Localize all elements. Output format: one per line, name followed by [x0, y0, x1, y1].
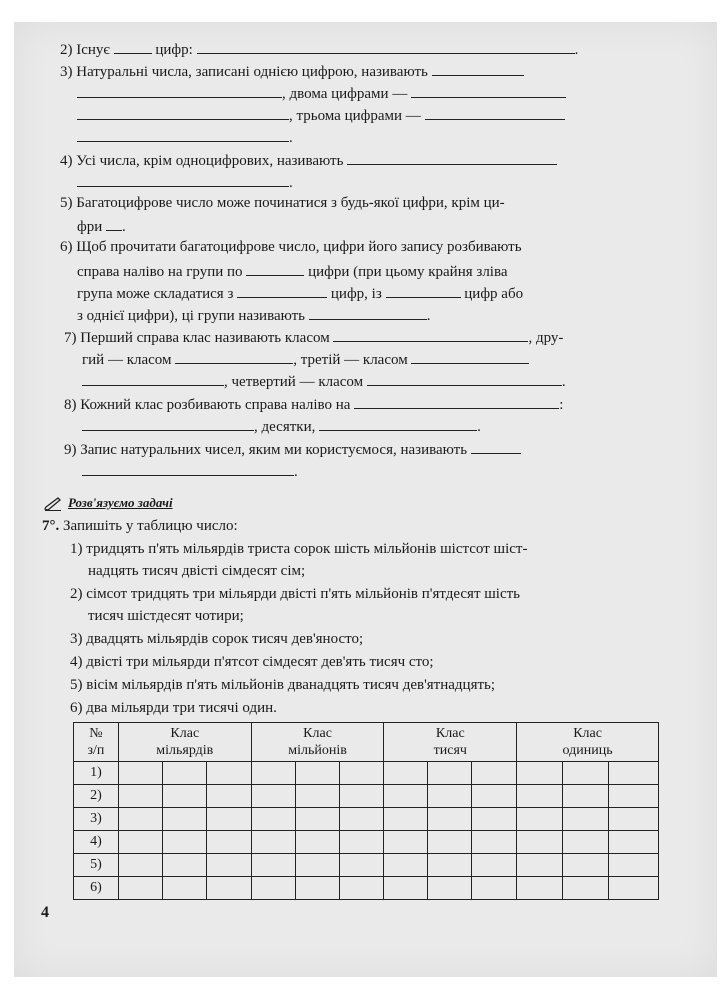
table-cell[interactable] — [251, 854, 295, 877]
item-6-text-d: група може складатися з — [77, 286, 234, 302]
table-cell[interactable] — [428, 877, 472, 900]
table-row — [74, 854, 659, 877]
item-4-text: 4) Усі числа, крім одноцифрових, називають — [60, 153, 344, 169]
table-row — [74, 762, 659, 785]
header-number-line-2: з/п — [87, 743, 105, 758]
item-3-line-4 — [77, 127, 293, 147]
blank[interactable] — [411, 83, 566, 98]
item-7-text-c: гий — класом — [82, 352, 172, 368]
table-cell[interactable] — [608, 877, 658, 900]
table-cell[interactable] — [295, 808, 339, 831]
blank[interactable] — [432, 61, 524, 76]
blank[interactable] — [237, 283, 327, 298]
item-5-line-2 — [77, 216, 126, 236]
item-6-text-a: 6) Щоб прочитати багатоцифрове число, цифри його запису розбивають — [60, 239, 522, 255]
table-cell[interactable] — [563, 762, 609, 785]
table-cell[interactable] — [118, 854, 162, 877]
row-label: 1) — [74, 762, 119, 785]
table-cell[interactable] — [339, 762, 384, 785]
table-cell[interactable] — [428, 854, 472, 877]
table-cell[interactable] — [608, 808, 658, 831]
item-3-text-b: , двома цифрами — — [282, 86, 408, 102]
table-cell[interactable] — [162, 762, 206, 785]
item-6-line-4 — [77, 305, 431, 325]
blank[interactable] — [425, 105, 565, 120]
blank[interactable] — [82, 461, 294, 476]
row-label: 4) — [74, 831, 119, 854]
blank[interactable] — [77, 172, 289, 187]
table-cell[interactable] — [118, 808, 162, 831]
table-cell[interactable] — [162, 785, 206, 808]
item-8-end: . — [477, 419, 481, 435]
task-subitem: 1) тридцять п'ять мільярдів триста сорок шість мільйонів шістсот шіст- — [70, 541, 528, 557]
blank[interactable] — [471, 439, 521, 454]
table-cell[interactable] — [206, 808, 251, 831]
item-4-line-2 — [77, 172, 293, 192]
blank[interactable] — [367, 371, 562, 386]
item-2 — [60, 39, 578, 59]
item-6-end: . — [426, 308, 431, 324]
header-line: мільярдів — [156, 743, 214, 758]
table-cell[interactable] — [472, 785, 517, 808]
table-cell[interactable] — [206, 785, 251, 808]
table-cell[interactable] — [563, 854, 609, 877]
blank[interactable] — [411, 349, 529, 364]
item-9-line-1 — [64, 439, 521, 459]
table-cell[interactable] — [384, 831, 428, 854]
item-4-end: . — [289, 175, 293, 191]
table-cell[interactable] — [206, 762, 251, 785]
table-cell[interactable] — [428, 808, 472, 831]
table-cell[interactable] — [472, 808, 517, 831]
item-3-text-c: , трьома цифрами — — [289, 108, 421, 124]
header-number — [74, 723, 119, 762]
item-7-text-a: 7) Перший справа клас називають класом — [64, 330, 330, 346]
table-cell[interactable] — [428, 785, 472, 808]
header-thousands — [384, 723, 517, 762]
task-subitem: 4) двісті три мільярди п'ятсот сімдесят дев'ять тисяч сто; — [70, 654, 434, 670]
blank[interactable] — [77, 105, 289, 120]
item-7-end: . — [561, 374, 566, 390]
table-cell[interactable] — [118, 831, 162, 854]
item-2-text-a: 2) Існує — [60, 42, 110, 58]
table-cell[interactable] — [295, 854, 339, 877]
item-7-text-b: , дру- — [528, 330, 564, 346]
item-6-text-c: цифри (при цьому крайня зліва — [308, 264, 508, 280]
header-line: тисяч — [433, 743, 467, 758]
item-2-end: . — [574, 42, 579, 58]
table-cell[interactable] — [517, 762, 563, 785]
table-cell[interactable] — [517, 877, 563, 900]
blank[interactable] — [82, 416, 254, 431]
table-cell[interactable] — [517, 831, 563, 854]
task-subitem: тисяч шістдесят чотири; — [88, 608, 244, 624]
table-cell[interactable] — [428, 762, 472, 785]
blank[interactable] — [82, 371, 224, 386]
row-label: 3) — [74, 808, 119, 831]
page-content — [14, 22, 717, 977]
blank[interactable] — [347, 150, 557, 165]
table-cell[interactable] — [608, 762, 658, 785]
item-9-line-2 — [82, 461, 298, 481]
blank[interactable] — [386, 283, 461, 298]
table-row — [74, 785, 659, 808]
item-3-line-2 — [77, 83, 566, 103]
table-header-row — [74, 723, 659, 762]
table-cell[interactable] — [563, 831, 609, 854]
header-number-line-1: № — [89, 726, 103, 741]
item-5-text: 5) Багатоцифрове число може починатися з будь-якої цифри, крім ци- — [60, 195, 505, 211]
row-label: 5) — [74, 854, 119, 877]
table-cell[interactable] — [384, 877, 428, 900]
item-8-text-b: : — [559, 397, 564, 413]
table-cell[interactable] — [118, 877, 162, 900]
item-5-line-1 — [60, 194, 505, 212]
table-cell[interactable] — [384, 762, 428, 785]
item-6-text-g: з однієї цифри), ці групи називають — [77, 308, 306, 324]
blank[interactable] — [333, 327, 528, 342]
table-cell[interactable] — [206, 854, 251, 877]
table-cell[interactable] — [251, 831, 295, 854]
blank[interactable] — [197, 39, 575, 54]
task-subitem: 5) вісім мільярдів п'ять мільйонів дванадцять тисяч дев'ятнадцять; — [70, 677, 496, 693]
blank[interactable] — [77, 127, 289, 142]
item-7-line-3 — [82, 371, 566, 391]
workbook-page — [14, 22, 717, 977]
item-3-text-a: 3) Натуральні числа, записані однією цифрою, називають — [60, 64, 428, 80]
task-subitem: 2) сімсот тридцять три мільярди двісті п'ять мільйонів п'ятдесят шість — [70, 586, 521, 602]
table-cell[interactable] — [608, 831, 658, 854]
table-row — [74, 877, 659, 900]
task-subitem: 6) два мільярди три тисячі один. — [70, 700, 277, 716]
blank[interactable] — [246, 261, 304, 276]
task-subitem: надцять тисяч двісті сімдесят сім; — [88, 563, 306, 579]
item-8-line-1 — [64, 394, 563, 414]
table-cell[interactable] — [162, 808, 206, 831]
table-cell[interactable] — [563, 808, 609, 831]
item-9-text: 9) Запис натуральних чисел, яким ми користуємося, називають — [64, 442, 468, 458]
item-3-line-3 — [77, 105, 565, 125]
task-prompt: Запишіть у таблицю число: — [63, 518, 238, 534]
task-number: 7°. — [42, 518, 60, 534]
task-subitem: 3) двадцять мільярдів сорок тисяч дев'яносто; — [70, 631, 364, 647]
header-line: одиниць — [562, 743, 613, 758]
item-6-line-1 — [60, 238, 522, 256]
table-cell[interactable] — [608, 785, 658, 808]
blank[interactable] — [319, 416, 477, 431]
table-cell[interactable] — [162, 854, 206, 877]
table-cell[interactable] — [162, 831, 206, 854]
table-cell[interactable] — [472, 877, 517, 900]
table-cell[interactable] — [339, 877, 384, 900]
item-6-line-2 — [77, 261, 508, 281]
table-row — [74, 831, 659, 854]
table-cell[interactable] — [295, 831, 339, 854]
item-6-text-b: справа наліво на групи по — [77, 264, 243, 280]
table-cell[interactable] — [118, 785, 162, 808]
blank[interactable] — [77, 83, 282, 98]
blank[interactable] — [175, 349, 293, 364]
section-heading — [44, 494, 173, 512]
row-label: 6) — [74, 877, 119, 900]
table-cell[interactable] — [517, 785, 563, 808]
item-8-line-2 — [82, 416, 481, 436]
table-cell[interactable] — [563, 877, 609, 900]
item-2-text-b: цифр: — [155, 42, 193, 58]
header-units — [517, 723, 659, 762]
header-line: Клас — [573, 726, 602, 741]
table-cell[interactable] — [428, 831, 472, 854]
header-billions — [118, 723, 251, 762]
number-classes-table — [73, 722, 659, 900]
table-cell[interactable] — [251, 808, 295, 831]
item-4-line-1 — [60, 150, 557, 170]
item-9-end: . — [294, 464, 298, 480]
table-cell[interactable] — [472, 831, 517, 854]
table-row — [74, 808, 659, 831]
header-line: мільйонів — [288, 743, 347, 758]
table-cell[interactable] — [206, 877, 251, 900]
item-7-line-2 — [82, 349, 529, 369]
row-label: 2) — [74, 785, 119, 808]
header-line: Клас — [303, 726, 332, 741]
task-7-header — [42, 517, 238, 535]
table-cell[interactable] — [162, 877, 206, 900]
item-6-line-3 — [77, 283, 523, 303]
item-3-line-1 — [60, 61, 524, 81]
table-cell[interactable] — [251, 877, 295, 900]
item-6-text-e: цифр, із — [330, 286, 382, 302]
table-cell[interactable] — [608, 854, 658, 877]
page-number: 4 — [41, 904, 49, 921]
table-cell[interactable] — [339, 854, 384, 877]
blank[interactable] — [106, 216, 122, 231]
table-cell[interactable] — [251, 762, 295, 785]
header-line: Клас — [170, 726, 200, 741]
table-cell[interactable] — [517, 808, 563, 831]
table-cell[interactable] — [118, 762, 162, 785]
item-7-text-e: , четвертий — класом — [224, 374, 364, 390]
item-3-end: . — [289, 130, 293, 146]
table-cell[interactable] — [295, 785, 339, 808]
table-cell[interactable] — [295, 762, 339, 785]
table-cell[interactable] — [384, 785, 428, 808]
table-cell[interactable] — [563, 785, 609, 808]
table-cell[interactable] — [472, 762, 517, 785]
table-cell[interactable] — [339, 785, 384, 808]
table-cell[interactable] — [206, 831, 251, 854]
table-cell[interactable] — [472, 854, 517, 877]
header-line: Клас — [435, 726, 465, 741]
pencil-icon — [44, 497, 62, 511]
item-8-text-c: , десятки, — [254, 419, 316, 435]
blank[interactable] — [114, 39, 152, 54]
table-cell[interactable] — [384, 854, 428, 877]
table-cell[interactable] — [517, 854, 563, 877]
item-8-text-a: 8) Кожний клас розбивають справа наліво на — [64, 397, 351, 413]
item-6-text-f: цифр або — [464, 286, 524, 302]
table-cell[interactable] — [339, 808, 384, 831]
table-cell[interactable] — [251, 785, 295, 808]
header-millions — [251, 723, 384, 762]
blank[interactable] — [309, 305, 427, 320]
table-cell[interactable] — [384, 808, 428, 831]
table-cell[interactable] — [339, 831, 384, 854]
item-7-text-d: , третій — класом — [293, 352, 408, 368]
item-7-line-1 — [64, 327, 563, 347]
item-5-text-b: фри — [77, 219, 103, 235]
section-title: Розв'язуємо задачі — [68, 495, 173, 510]
table-cell[interactable] — [295, 877, 339, 900]
blank[interactable] — [354, 394, 559, 409]
item-5-end: . — [122, 219, 126, 235]
